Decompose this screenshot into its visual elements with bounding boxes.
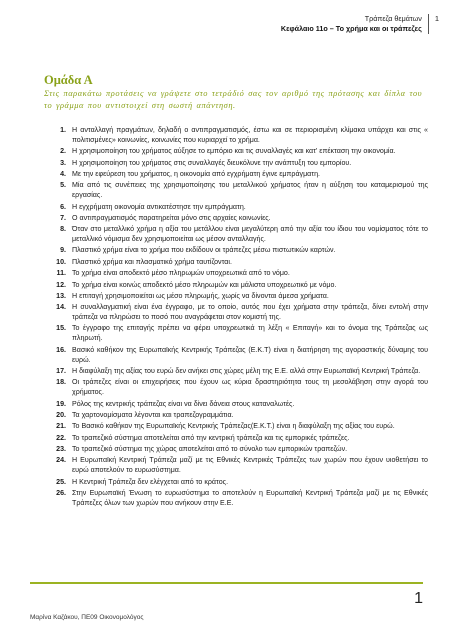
question-number: 13. (56, 291, 66, 300)
question-text: Πλαστικό χρήμα και πλασματικό χρήμα ταυτίζονται. (72, 257, 232, 266)
question-list (42, 126, 428, 510)
question-item (42, 434, 428, 444)
question-item (42, 303, 428, 323)
question-item (42, 246, 428, 256)
footer-author: Μαρίνα Καζάκου, ΠΕ09 Οικονομολόγος (30, 614, 144, 621)
question-text: Μία από τις συνέπειες της χρησιμοποίησης του μεταλλικού χρήματος ήταν η αύξηση του καταμερισμού της εργασίας. (72, 181, 428, 200)
question-number: 3. (60, 158, 66, 167)
header-text-block (281, 14, 429, 34)
question-number: 11. (56, 269, 66, 278)
question-text: Η ανταλλαγή πραγμάτων, δηλαδή ο αντιπραγματισμός, έστω και σε περιορισμένη κλίμακα υπάρχει και στις « πολιτισμένες» κοινωνίες, κοινωνίες που κυριαρχεί το χρήμα. (72, 126, 428, 144)
question-item (42, 258, 428, 268)
header-chapter: Κεφάλαιο 11ο – Το χρήμα και οι τράπεζες (280, 24, 422, 33)
question-text: Η Ευρωπαϊκή Κεντρική Τράπεζα μαζί με τις Εθνικές Κεντρικές Τράπεζες των χωρών που έχουν υιοθετήσει το ευρώ αποτελούν το ευρωσύστημα. (72, 456, 428, 475)
question-item (42, 292, 428, 302)
question-text: Βασικό καθήκον της Ευρωπαϊκής Κεντρικής Τράπεζας (Ε.Κ.Τ) είναι η διατήρηση της αγοραστικής δύναμης του ευρώ. (72, 345, 428, 364)
question-number: 26. (56, 488, 66, 497)
question-text: Ρόλος της κεντρικής τράπεζας είναι να δίνει δάνεια στους καταναλωτές. (72, 399, 295, 408)
question-text: Οι τράπεζες είναι οι επιχειρήσεις που έχουν ως κύρια δραστηριότητα τους τη μεσολάβηση στην αγορά του χρήματος. (72, 378, 428, 397)
question-number: 19. (56, 399, 66, 408)
question-number: 1. (60, 126, 66, 134)
question-text: Με την εφεύρεση του χρήματος, η οικονομία από εγχρήματη έγινε εμπράγματη. (72, 169, 321, 178)
question-number: 21. (56, 422, 66, 431)
section-instructions: Στις παρακάτω προτάσεις να γράψετε στο τετράδιό σας τον αριθμό της πρότασης και δίπλα του το γράμμα που αντιστοιχεί στη σωστή απάντηση. (44, 89, 423, 110)
question-item (42, 456, 428, 476)
question-number: 10. (56, 257, 66, 266)
question-text: Το χρήμα είναι κοινώς αποδεκτό μέσο πληρωμών και μάλιστα υποχρεωτικό με νόμο. (72, 280, 337, 289)
question-text: Η χρησιμοποίηση του χρήματος στις συναλλαγές διευκόλυνε την ανάπτυξη του εμπορίου. (72, 158, 352, 167)
question-text: Η εγχρήματη οικονομία αντικατέστησε την εμπράγματη. (72, 202, 246, 211)
question-number: 8. (60, 225, 66, 234)
question-item (42, 378, 428, 398)
question-item (42, 400, 428, 410)
question-text: Το Βασικό καθήκον της Ευρωπαϊκής Κεντρικής Τράπεζας(Ε.Κ.Τ.) είναι η διαφύλαξη της αξίας του ευρώ. (72, 422, 395, 431)
question-number: 7. (60, 213, 66, 222)
question-number: 6. (60, 202, 66, 211)
question-number: 20. (56, 410, 66, 419)
question-item (42, 170, 428, 180)
question-text: Η χρησιμοποίηση του χρήματος αύξησε το εμπόριο και τις συναλλαγές και κατ' επέκταση την οικονομία. (72, 147, 396, 156)
question-item (42, 203, 428, 213)
question-item (42, 269, 428, 279)
question-item (42, 281, 428, 291)
question-number: 12. (56, 280, 66, 289)
question-text: Το χρήμα είναι αποδεκτό μέσο πληρωμών υποχρεωτικά από το νόμο. (72, 269, 290, 278)
page-header (281, 14, 439, 34)
question-item (42, 489, 428, 509)
question-item (42, 367, 428, 377)
question-text: Όταν στο μεταλλικό χρήμα η αξία του μετάλλου είναι μεγαλύτερη από την αξία του ίδιου του νομίσματος τότε το μεταλλικό νόμισμα δεν χρησιμοποιείται ως μέσον ανταλλαγής. (72, 225, 428, 244)
question-number: 18. (56, 378, 66, 387)
footer-divider (30, 582, 423, 584)
question-number: 4. (60, 169, 66, 178)
question-number: 22. (56, 433, 66, 442)
question-number: 2. (60, 147, 66, 156)
question-text: Ο αντιπραγματισμός παρατηρείται μόνο στις αρχαίες κοινωνίες. (72, 213, 271, 222)
question-item (42, 126, 428, 146)
question-number: 9. (60, 246, 66, 255)
section-title: Ομάδα Α (44, 73, 93, 87)
question-number: 23. (56, 444, 66, 453)
question-text: Η συναλλαγματική είναι ένα έγγραφο, με το οποίο, αυτός που έχει χρήματα στην τράπεζα, δίνει εντολή στην τράπεζα να πληρώσει το ποσό που αναγράφεται στον κομιστή της. (72, 303, 428, 322)
question-text: Το τραπεζικό σύστημα αποτελείται από την κεντρική τράπεζα και τις εμπορικές τράπεζες. (72, 433, 350, 442)
question-text: Η διαφύλαξη της αξίας του ευρώ δεν ανήκει στις χώρες μέλη της Ε.Ε. αλλά στην Ευρωπαϊκή Κεντρική Τράπεζα. (72, 366, 421, 375)
question-text: Η επιταγή χρησιμοποιείται ως μέσο πληρωμής, χωρίς να δίνονται άμεσα χρήματα. (72, 291, 329, 300)
question-number: 17. (56, 366, 66, 375)
question-text: Η Κεντρική Τράπεζα δεν ελέγχεται από το κράτος. (72, 477, 229, 486)
question-item (42, 478, 428, 488)
header-page-number: 1 (434, 14, 439, 23)
question-item (42, 214, 428, 224)
question-item (42, 147, 428, 157)
question-number: 25. (56, 477, 66, 486)
question-item (42, 159, 428, 169)
question-text: Το έγγραφο της επιταγής πρέπει να φέρει υποχρεωτικά τη λέξη « Επιταγή» και το όνομα της Τράπεζας ως πληρωτή. (72, 324, 428, 343)
question-item (42, 411, 428, 421)
question-item (42, 422, 428, 432)
question-text: Τα χαρτονομίσματα λέγονται και τραπεζογραμμάτια. (72, 410, 234, 419)
question-number: 16. (56, 345, 66, 354)
footer-page-number: 1 (414, 590, 423, 607)
question-item (42, 445, 428, 455)
question-number: 15. (56, 324, 66, 333)
question-text: Πλαστικό χρήμα είναι το χρήμα που εκδίδουν οι τράπεζες μέσω πιστωτικών καρτών. (72, 246, 336, 255)
header-title: Τράπεζα θεμάτων (364, 14, 422, 23)
question-number: 14. (56, 303, 66, 312)
question-item (42, 181, 428, 201)
question-number: 24. (56, 456, 66, 465)
question-item (42, 225, 428, 245)
question-text: Στην Ευρωπαϊκή Ένωση το ευρωσύστημα το αποτελούν η Ευρωπαϊκή Κεντρική Τράπεζα μαζί με τις Εθνικές Τράπεζες όλων των χωρών που ανήκουν στην Ε.Ε. (72, 488, 428, 507)
question-item (42, 324, 428, 344)
question-text: Το τραπεζικό σύστημα της χώρας αποτελείται από το σύνολο των εμπορικών τραπεζών. (72, 444, 348, 453)
question-item (42, 346, 428, 366)
question-number: 5. (60, 181, 66, 190)
